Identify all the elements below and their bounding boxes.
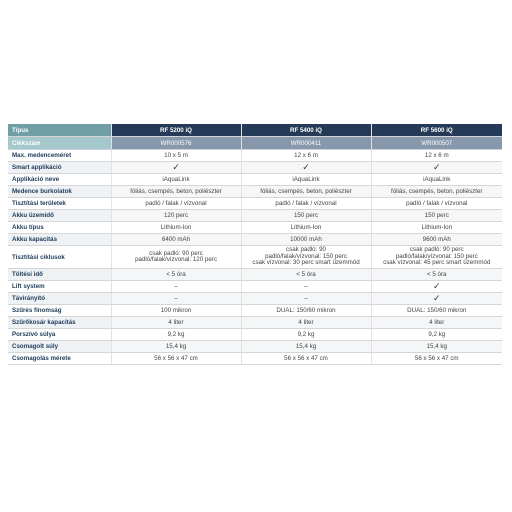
spec-value [371,246,502,269]
spec-value: fóliás, csempés, beton, poliészter [241,186,371,198]
spec-value: 9,2 kg [111,329,241,341]
spec-value: < 5 óra [241,269,371,281]
spec-value: < 5 óra [111,269,241,281]
spec-label: Töltési idő [8,269,111,281]
spec-value: iAquaLink [111,174,241,186]
spec-value: iAquaLink [371,174,502,186]
spec-value: 6400 mAh [111,234,241,246]
spec-row [8,341,502,353]
spec-value: padló / falak / vízvonal [371,198,502,210]
check-icon: ✓ [371,293,502,305]
header-row [8,124,502,137]
spec-row [8,174,502,186]
spec-label: Applikáció neve [8,174,111,186]
spec-value: – [241,293,371,305]
spec-row [8,162,502,174]
spec-row [8,210,502,222]
spec-row [8,269,502,281]
spec-label: Smart applikáció [8,162,111,174]
spec-value: padló / falak / vízvonal [111,198,241,210]
spec-value: DUAL: 150/60 mikron [241,305,371,317]
spec-value-line: csak vízvonal: 45 perc smart üzemmód [383,259,491,267]
spec-value-line: csak padló: 90 perc [149,249,203,257]
spec-row [8,246,502,269]
spec-label: Akku kapacitás [8,234,111,246]
spec-label: Szűrés finomság [8,305,111,317]
spec-value: 15,4 kg [241,341,371,353]
spec-label: Porszívó súlya [8,329,111,341]
spec-value: fóliás, csempés, beton, poliészter [111,186,241,198]
spec-value: DUAL: 150/60 mikron [371,305,502,317]
spec-value: iAquaLink [241,174,371,186]
header-label: Típus [8,124,111,137]
spec-value: 15,4 kg [111,341,241,353]
check-icon: ✓ [371,162,502,174]
spec-label: Medence burkolatok [8,186,111,198]
spec-value-line: padló/falak/vízvonal: 150 perc [395,252,478,260]
spec-row [8,305,502,317]
spec-label: Akku típus [8,222,111,234]
spec-value: 9,2 kg [241,329,371,341]
spec-value: 150 perc [371,210,502,222]
spec-row [8,150,502,162]
spec-value: 56 x 56 x 47 cm [241,353,371,365]
spec-value: 100 mikron [111,305,241,317]
spec-label: Tisztítási területek [8,198,111,210]
article-number: WR000507 [371,137,502,150]
article-number-label: Cikkszám [8,137,111,150]
check-icon: ✓ [241,162,371,174]
spec-table-body [8,124,502,365]
spec-table [8,124,502,365]
spec-value: – [111,293,241,305]
spec-label: Távirányító [8,293,111,305]
check-icon: ✓ [371,281,502,293]
spec-label: Szűrőkosár kapacitás [8,317,111,329]
spec-value: 4 liter [371,317,502,329]
spec-value: 12 x 6 m [241,150,371,162]
spec-value-line: csak padló: 90 [286,246,326,254]
spec-table-container [8,124,502,365]
spec-value: – [111,281,241,293]
spec-label: Lift system [8,281,111,293]
spec-value: – [241,281,371,293]
spec-value: 150 perc [241,210,371,222]
spec-value-line: csak vízvonal: 30 perc smart üzemmód [252,259,360,267]
spec-row [8,234,502,246]
spec-value: padló / falak / vízvonal [241,198,371,210]
spec-value-line: csak padló: 90 perc [409,246,464,254]
spec-label: Akku üzemidő [8,210,111,222]
model-name: RF 5200 iQ [111,124,241,137]
spec-row [8,293,502,305]
spec-row [8,198,502,210]
spec-label: Csomagolt súly [8,341,111,353]
spec-value-line: padló/falak/vízvonal: 120 perc [135,256,217,263]
spec-row [8,281,502,293]
spec-value: 10000 mAh [241,234,371,246]
spec-value: 4 liter [111,317,241,329]
spec-value: 4 liter [241,317,371,329]
model-name: RF 5600 iQ [371,124,502,137]
spec-label: Csomagolás mérete [8,353,111,365]
spec-value: Lithium-Ion [111,222,241,234]
spec-value: 12 x 6 m [371,150,502,162]
spec-row [8,222,502,234]
spec-value: 9,2 kg [371,329,502,341]
spec-value: < 5 óra [371,269,502,281]
spec-value: fóliás, csempés, beton, poliészter [371,186,502,198]
spec-value: 10 x 5 m [111,150,241,162]
spec-value: 56 x 56 x 47 cm [111,353,241,365]
spec-value: 9600 mAh [371,234,502,246]
spec-value: Lithium-Ion [371,222,502,234]
article-number: WR000411 [241,137,371,150]
spec-value: 120 perc [111,210,241,222]
check-icon: ✓ [111,162,241,174]
spec-row [8,353,502,365]
spec-row [8,186,502,198]
spec-value [241,246,371,269]
spec-value [111,246,241,269]
spec-value: 56 x 56 x 47 cm [371,353,502,365]
spec-label: Max. medenceméret [8,150,111,162]
article-number-row [8,137,502,150]
spec-row [8,317,502,329]
model-name: RF 5400 iQ [241,124,371,137]
spec-value: 15,4 kg [371,341,502,353]
spec-value-line: padló/falak/vízvonal: 150 perc [265,252,347,260]
spec-label: Tisztítási ciklusok [8,246,111,269]
article-number: WR000576 [111,137,241,150]
spec-row [8,329,502,341]
spec-value: Lithium-Ion [241,222,371,234]
